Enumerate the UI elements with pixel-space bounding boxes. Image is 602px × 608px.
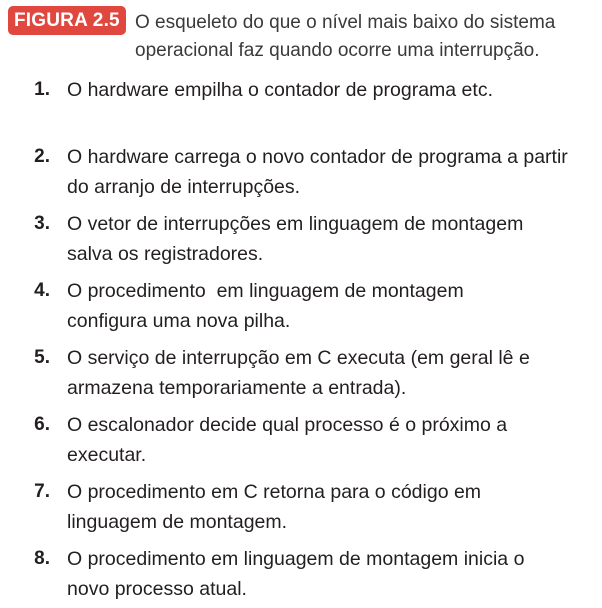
step-item [0, 206, 602, 266]
step-number: 3. [34, 213, 50, 234]
step-item [0, 139, 602, 199]
step-line: O procedimento em C retorna para o código em [67, 481, 482, 503]
step-number: 8. [34, 548, 50, 569]
figure-caption-text [135, 9, 595, 65]
step-line: O serviço de interrupção em C executa (em geral lê e [67, 347, 530, 369]
step-line: O procedimento em linguagem de montagem inicia o [67, 548, 525, 570]
step-line: O escalonador decide qual processo é o próximo a [67, 414, 508, 436]
step-text [67, 142, 597, 202]
steps-list [0, 72, 602, 608]
step-number: 5. [34, 347, 50, 368]
step-line: linguagem de montagem. [67, 511, 288, 533]
step-number: 2. [34, 146, 50, 167]
step-text [67, 209, 597, 269]
figure-caption [8, 6, 598, 64]
caption-line: O esqueleto do que o nível mais baixo do sistema [135, 12, 556, 33]
step-item [0, 541, 602, 601]
step-item [0, 273, 602, 333]
step-text [67, 544, 597, 604]
step-number: 6. [34, 414, 50, 435]
step-text [67, 75, 597, 105]
step-line: do arranjo de interrupções. [67, 176, 301, 198]
step-line: O vetor de interrupções em linguagem de montagem [67, 213, 524, 235]
step-text [67, 410, 597, 470]
figure-label-badge: FIGURA 2.5 [8, 6, 126, 35]
step-item [0, 340, 602, 400]
caption-line: operacional faz quando ocorre uma interrupção. [135, 40, 540, 61]
step-number: 4. [34, 280, 50, 301]
step-number: 7. [34, 481, 50, 502]
step-line: O procedimento em linguagem de montagem [67, 280, 464, 302]
step-item [0, 407, 602, 467]
step-text [67, 276, 597, 336]
step-line: executar. [67, 444, 147, 466]
step-line: configura uma nova pilha. [67, 310, 291, 332]
step-line: O hardware carrega o novo contador de programa a partir [67, 146, 568, 168]
step-line: O hardware empilha o contador de programa etc. [67, 79, 493, 101]
step-text [67, 477, 597, 537]
step-number: 1. [34, 79, 50, 100]
step-line: novo processo atual. [67, 578, 247, 600]
step-line: salva os registradores. [67, 243, 264, 265]
step-item [0, 474, 602, 534]
step-line: armazena temporariamente a entrada). [67, 377, 407, 399]
step-item [0, 72, 602, 132]
step-text [67, 343, 597, 403]
